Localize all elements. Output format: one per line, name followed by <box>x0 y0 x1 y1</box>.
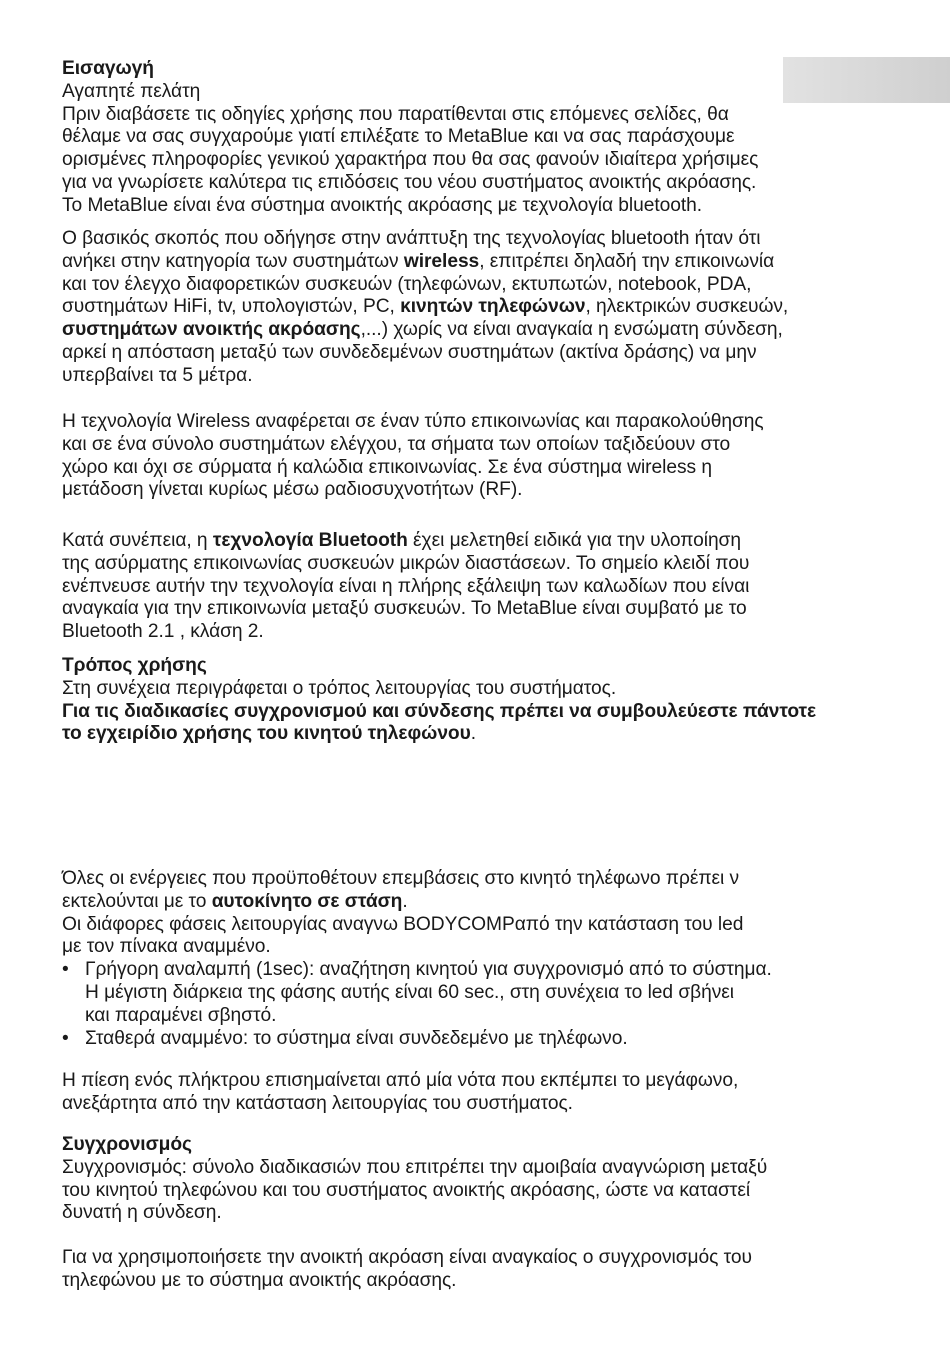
note-line: ανεξάρτητα από την κατάσταση λειτουργίας του συστήματος. <box>62 1092 573 1114</box>
bluetooth-tech-bold: τεχνολογία Bluetooth <box>212 530 408 551</box>
intro-line: Αγαπητέ πελάτη <box>62 80 201 102</box>
wireless-line: χώρο και όχι σε σύρματα ή καλώδια επικοινωνίας. Σε ένα σύστημα wireless η <box>62 456 712 478</box>
purpose-text: ανήκει στην κατηγορία των συστημάτων <box>62 250 404 272</box>
bullet-continuation: και παραμένει σβηστό. <box>85 1004 277 1026</box>
manual-reference-bold: το εγχειρίδιο χρήσης του κινητού τηλεφώνου <box>62 723 471 745</box>
purpose-paragraph <box>62 228 788 388</box>
bluetooth-line: Bluetooth 2.1 , κλάση 2. <box>62 621 264 643</box>
keypress-note <box>62 1070 738 1116</box>
bluetooth-line: αναγκαία για την επικοινωνία μεταξύ συσκευών. Το MetaBlue είναι συμβατό με το <box>62 598 747 620</box>
bullet-icon: • <box>62 959 69 981</box>
intro-heading: Εισαγωγή <box>62 58 154 79</box>
purpose-line: Ο βασικός σκοπός που οδήγησε στην ανάπτυξη της τεχνολογίας bluetooth ήταν ότι <box>62 228 761 249</box>
usage-warning-line: Για τις διαδικασίες συγχρονισμού και σύνδεσης πρέπει να συμβουλεύεστε πάντοτε <box>62 700 817 722</box>
purpose-line <box>62 296 788 319</box>
wireless-line: και σε ένα σύνολο συστημάτων ελέγχου, τα σήματα των οποίων ταξιδεύουν στο <box>62 433 731 455</box>
sync-line: Για να χρησιμοποιήσετε την ανοικτή ακρόαση είναι αναγκαίος ο συγχρονισμός του <box>62 1247 752 1268</box>
operations-text: . <box>402 890 408 912</box>
purpose-line: υπερβαίνει τα 5 μέτρα. <box>62 364 253 386</box>
sync-line: του κινητού τηλεφώνου και του συστήματος ανοικτής ακρόασης, ώστε να καταστεί <box>62 1179 751 1201</box>
bluetooth-text: Κατά συνέπεια, η <box>62 530 213 551</box>
usage-text: . <box>470 723 477 745</box>
intro-line: θέλαμε να σας συγχαρούμε γιατί επιλέξατε το MetaBlue και να σας παράσχουμε <box>62 126 735 148</box>
intro-line: Πριν διαβάσετε τις οδηγίες χρήσης που παρατίθενται στις επόμενες σελίδες, θα <box>62 103 729 125</box>
wireless-line: μετάδοση γίνεται κυρίως μέσω ραδιοσυχνοτήτων (RF). <box>62 479 523 501</box>
handsfree-systems-bold: συστημάτων ανοικτής ακρόασης <box>62 319 361 341</box>
wireless-paragraph <box>62 411 764 502</box>
sync-heading: Συγχρονισμός <box>62 1134 192 1155</box>
purpose-line: αρκεί η απόσταση μεταξύ των συνδεδεμένων συστημάτων (ακτίνα δράσης) να μην <box>62 341 757 363</box>
note-line: Η πίεση ενός πλήκτρου επισημαίνεται από μία νότα που εκπέμπει το μεγάφωνο, <box>62 1070 739 1091</box>
purpose-line: και τον έλεγχο διαφορετικών συσκευών (τηλεφώνων, εκτυπωτών, notebook, PDA, <box>62 273 752 295</box>
sync-line: τηλεφώνου με το σύστημα ανοικτής ακρόασης. <box>62 1269 457 1291</box>
wireless-line: Η τεχνολογία Wireless αναφέρεται σε έναν τύπο επικοινωνίας και παρακολούθησης <box>62 411 764 432</box>
intro-line: Το MetaBlue είναι ένα σύστημα ανοικτής ακρόασης με τεχνολογία bluetooth. <box>62 194 703 216</box>
wireless-bold: wireless <box>403 250 480 272</box>
operations-section <box>62 868 772 1050</box>
sync-line: δυνατή η σύνδεση. <box>62 1202 222 1224</box>
sync-usage-paragraph <box>62 1247 752 1293</box>
sync-line: Συγχρονισμός: σύνολο διαδικασιών που επιτρέπει την αμοιβαία αναγνώριση μεταξύ <box>62 1156 768 1178</box>
bullet-text: Σταθερά αναμμένο: το σύστημα είναι συνδεδεμένο με τηλέφωνο. <box>85 1027 628 1049</box>
bluetooth-line: της ασύρματης επικοινωνίας συσκευών μικρών διαστάσεων. Το σημείο κλειδί που <box>62 552 750 574</box>
purpose-text: ,...) χωρίς να είναι αναγκαία η ενσώματη σύνδεση, <box>360 319 783 341</box>
purpose-text: , ηλεκτρικών συσκευών, <box>585 296 789 318</box>
bullet-continuation: Η μέγιστη διάρκεια της φάσης αυτής είναι 60 sec., στη συνέχεια το led σβήνει <box>85 981 734 1003</box>
usage-heading: Τρόπος χρήσης <box>62 655 207 676</box>
bullet-icon: • <box>62 1027 69 1049</box>
bluetooth-line: ενέπνευσε αυτήν την τεχνολογία είναι η πλήρης εξάλειψη των καλωδίων που είναι <box>62 575 750 597</box>
operations-text: εκτελούνται με το <box>62 890 212 912</box>
purpose-line <box>62 251 788 274</box>
bluetooth-text: έχει μελετηθεί ειδικά για την υλοποίηση <box>407 530 741 551</box>
intro-line: για να γνωρίσετε καλύτερα τις επιδόσεις του νέου συστήματος ανοικτής ακρόασης. <box>62 171 757 193</box>
usage-line: Στη συνέχεια περιγράφεται ο τρόπος λειτουργίας του συστήματος. <box>62 677 617 699</box>
operations-line: Όλες οι ενέργειες που προϋποθέτουν επεμβάσεις στο κινητό τηλέφωνο πρέπει ν <box>62 868 740 889</box>
intro-section <box>62 58 758 218</box>
usage-section <box>62 655 816 746</box>
operations-line: Οι διάφορες φάσεις λειτουργίας αναγνω BODYCOMPαπό την κατάσταση του led <box>62 913 744 935</box>
page-tab-marker <box>783 57 950 103</box>
mobile-phones-bold: κινητών τηλεφώνων <box>400 296 586 318</box>
sync-section <box>62 1134 767 1225</box>
bluetooth-paragraph <box>62 530 749 644</box>
led-bullet-item <box>62 1028 772 1051</box>
intro-line: ορισμένες πληροφορίες γενικού χαρακτήρα που θα σας φανούν ιδιαίτερα χρήσιμες <box>62 149 759 171</box>
purpose-line <box>62 319 788 342</box>
led-bullet-item <box>62 959 772 982</box>
vehicle-stopped-bold: αυτοκίνητο σε στάση <box>211 890 403 912</box>
operations-line <box>62 891 772 914</box>
bullet-text: Γρήγορη αναλαμπή (1sec): αναζήτηση κινητού για συγχρονισμό από το σύστημα. <box>85 959 772 981</box>
usage-warning-line <box>62 723 816 746</box>
bluetooth-line <box>62 530 749 553</box>
operations-line: με τον πίνακα αναμμένο. <box>62 936 271 958</box>
purpose-text: , επιτρέπει δηλαδή την επικοινωνία <box>479 250 775 272</box>
purpose-text: συστημάτων HiFi, tv, υπολογιστών, PC, <box>62 296 401 318</box>
